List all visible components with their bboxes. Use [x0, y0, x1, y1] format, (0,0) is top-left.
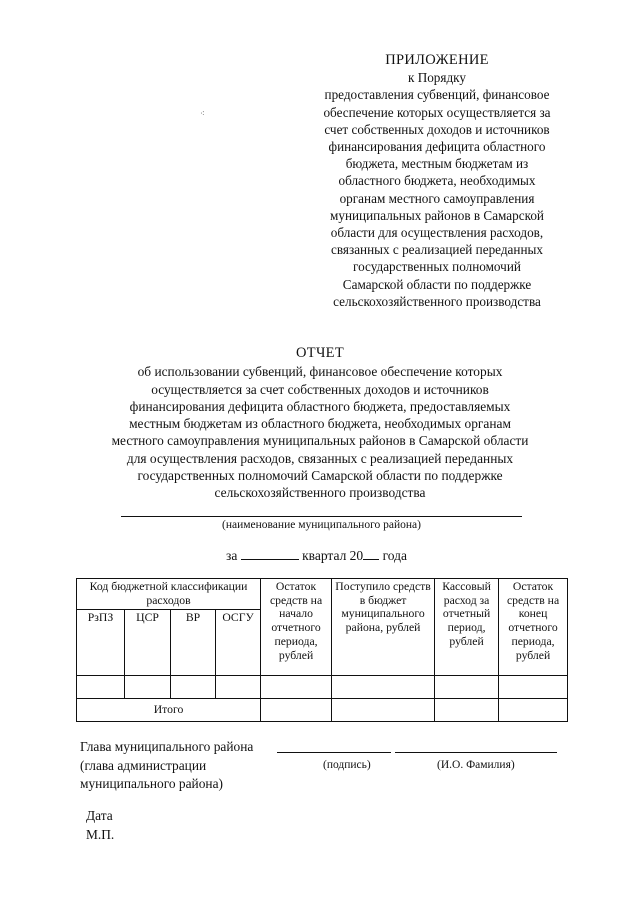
closing-balance-header: Остаток средств на конец отчетного периода, рублей — [499, 579, 568, 676]
appendix-line: предоставления субвенций, финансовое — [324, 87, 550, 103]
appendix-line: сельскохозяйственного производства — [333, 293, 541, 309]
scan-speck: ⁖ — [200, 109, 205, 118]
appendix-line: областного бюджета, необходимых — [338, 173, 536, 189]
period-suffix: года — [382, 548, 407, 563]
cash-expense-header: Кассовый расход за отчетный период, рублей — [435, 579, 499, 676]
table-cell — [125, 676, 171, 699]
appendix-line: Самарской области по поддержке — [342, 276, 532, 292]
table-cell — [332, 699, 435, 722]
appendix-line: органам местного самоуправления — [339, 190, 535, 206]
year-blank — [363, 547, 379, 560]
osgu-header: ОСГУ — [216, 610, 261, 676]
total-label: Итого — [77, 699, 261, 722]
municipality-caption: (наименование муниципального района) — [222, 519, 421, 531]
period-middle: квартал 20 — [302, 548, 364, 563]
appendix-line: государственных полномочий — [353, 259, 521, 275]
quarter-blank — [241, 547, 299, 560]
report-line: государственных полномочий Самарской области по поддержке — [137, 468, 503, 484]
appendix-line: обеспечение которых осуществляется за — [323, 104, 551, 120]
table-header-row — [77, 579, 568, 610]
vr-header: ВР — [171, 610, 216, 676]
head-label: Глава муниципального района — [80, 739, 254, 754]
table-cell — [435, 699, 499, 722]
report-line: для осуществления расходов, связанных с реализацией переданных — [126, 450, 514, 466]
signature-line — [277, 752, 391, 753]
appendix-line: муниципальных районов в Самарской — [330, 207, 544, 223]
period-prefix: за — [226, 548, 238, 563]
report-line: местного самоуправления муниципальных районов в Самарской области — [111, 433, 529, 449]
received-funds-header: Поступило средств в бюджет муниципального района, рублей — [332, 579, 435, 676]
table-row — [77, 676, 568, 699]
name-caption: (И.О. Фамилия) — [437, 759, 515, 771]
table-cell — [499, 699, 568, 722]
appendix-line: бюджета, местным бюджетам из — [345, 156, 529, 172]
report-line: осуществляется за счет собственных доходов и источников — [151, 381, 489, 397]
admin-line-1: (глава администрации — [80, 758, 207, 773]
table-cell — [77, 676, 125, 699]
table-cell — [261, 699, 332, 722]
classification-header: Код бюджетной классификации расходов — [77, 579, 261, 610]
appendix-line: финансирования дефицита областного — [328, 139, 546, 155]
period-line — [226, 547, 407, 564]
rzpz-header: РзПЗ — [77, 610, 125, 676]
table-cell — [332, 676, 435, 699]
appendix-title: ПРИЛОЖЕНИЕ — [385, 52, 489, 68]
municipality-name-line — [121, 516, 522, 517]
table-cell — [216, 676, 261, 699]
table-cell — [435, 676, 499, 699]
signature-caption: (подпись) — [323, 759, 371, 771]
opening-balance-header: Остаток средств на начало отчетного периода, рублей — [261, 579, 332, 676]
report-line: сельскохозяйственного производства — [214, 485, 426, 501]
report-line: финансирования дефицита областного бюджета, предоставляемых — [129, 398, 511, 414]
appendix-line: области для осуществления расходов, — [330, 225, 544, 241]
table-cell — [171, 676, 216, 699]
table-cell — [499, 676, 568, 699]
report-line: местным бюджетам из областного бюджета, необходимых органам — [129, 416, 511, 432]
admin-line-2: муниципального района) — [80, 776, 223, 791]
name-line — [395, 752, 557, 753]
stamp-label: М.П. — [86, 827, 115, 842]
report-block — [70, 345, 570, 502]
appendix-line: счет собственных доходов и источников — [324, 121, 550, 137]
appendix-line: связанных с реализацией переданных — [331, 242, 543, 258]
date-label: Дата — [86, 808, 113, 823]
report-line: об использовании субвенций, финансовое обеспечение которых — [137, 364, 503, 380]
appendix-block — [296, 52, 578, 310]
appendix-line: к Порядку — [407, 70, 466, 86]
csr-header: ЦСР — [125, 610, 171, 676]
report-table — [76, 578, 568, 722]
total-row — [77, 699, 568, 722]
table-cell — [261, 676, 332, 699]
report-title: ОТЧЕТ — [296, 345, 344, 361]
